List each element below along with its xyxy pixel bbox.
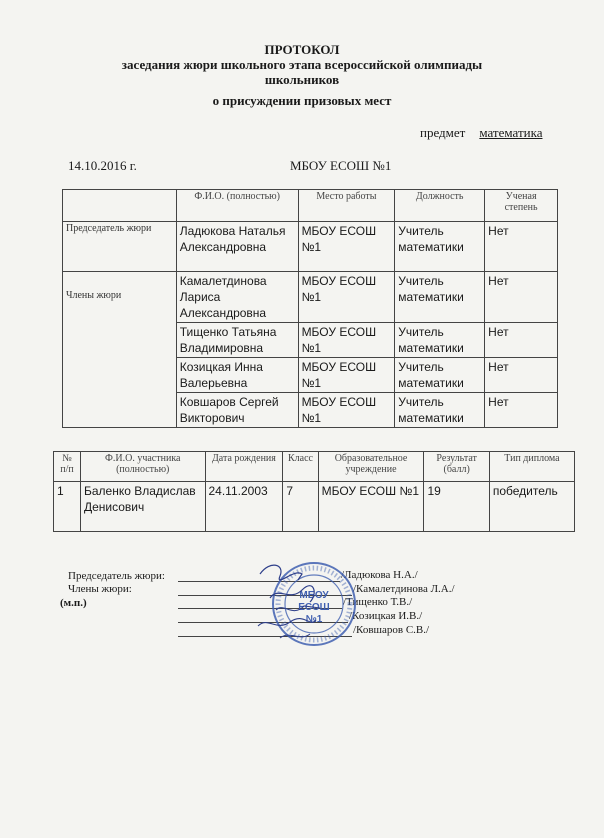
participant-school: МБОУ ЕСОШ №1 — [318, 482, 424, 532]
members-label: Члены жюри: — [68, 583, 132, 595]
signature-name-member: /Козицкая И.В./ — [349, 610, 423, 622]
subject-line — [420, 125, 542, 141]
mp-mark: (м.п.) — [60, 597, 87, 609]
chair-label: Председатель жюри: — [68, 570, 165, 582]
jury-name: Ковшаров Сергей Викторович — [176, 393, 298, 428]
jury-role: Члены жюри — [63, 272, 177, 428]
participant-diploma: победитель — [489, 482, 574, 532]
title-line-2: школьников — [264, 72, 340, 87]
participants-header-diploma: Тип диплома — [489, 452, 574, 482]
jury-header-role — [63, 190, 177, 222]
jury-degree: Нет — [485, 358, 558, 393]
participant-class: 7 — [283, 482, 318, 532]
jury-table — [62, 189, 558, 428]
svg-text:№1: №1 — [305, 614, 323, 625]
participants-header-class: Класс — [283, 452, 318, 482]
signature-name-member: /Тищенко Т.В./ — [343, 596, 413, 608]
jury-position: Учитель математики — [395, 358, 485, 393]
jury-work: МБОУ ЕСОШ №1 — [298, 358, 395, 393]
participants-header-name: Ф.И.О. участника (полностью) — [80, 452, 205, 482]
school-name: МБОУ ЕСОШ №1 — [290, 158, 392, 173]
title-line-3: о присуждении призовых мест — [212, 93, 392, 108]
jury-position: Учитель математики — [395, 272, 485, 323]
jury-position: Учитель математики — [395, 393, 485, 428]
participant-num: 1 — [54, 482, 81, 532]
subject-label: предмет — [420, 125, 466, 140]
svg-text:ЕСОШ: ЕСОШ — [298, 602, 330, 613]
handwritten-signatures — [240, 550, 360, 650]
participants-header-num: № п/п — [54, 452, 81, 482]
subject-value: математика — [479, 125, 543, 140]
jury-row — [63, 272, 558, 323]
participants-header-birth: Дата рождения — [205, 452, 283, 482]
participant-name: Баленко Владислав Денисович — [80, 482, 205, 532]
jury-work: МБОУ ЕСОШ №1 — [298, 393, 395, 428]
jury-degree: Нет — [485, 323, 558, 358]
participants-header-school: Образовательное учреждение — [318, 452, 424, 482]
jury-work: МБОУ ЕСОШ №1 — [298, 272, 395, 323]
participant-score: 19 — [424, 482, 489, 532]
signature-name-member: /Ковшаров С.В./ — [353, 624, 430, 636]
jury-degree: Нет — [485, 272, 558, 323]
jury-role: Председатель жюри — [63, 222, 177, 272]
jury-row — [63, 222, 558, 272]
signature-name-chair: /Ладюкова Н.А./ — [341, 569, 418, 581]
jury-name: Камалетдинова Лариса Александровна — [176, 272, 298, 323]
jury-header-row — [63, 190, 558, 222]
jury-header-position: Должность — [395, 190, 485, 222]
participant-row — [54, 482, 575, 532]
svg-text:МБОУ: МБОУ — [299, 590, 329, 601]
jury-position: Учитель математики — [395, 222, 485, 272]
participants-header-score: Результат (балл) — [424, 452, 489, 482]
participants-table — [53, 451, 575, 532]
protocol-title: ПРОТОКОЛ — [264, 42, 340, 57]
jury-work: МБОУ ЕСОШ №1 — [298, 323, 395, 358]
participant-birth: 24.11.2003 — [205, 482, 283, 532]
jury-header-degree: Ученая степень — [485, 190, 558, 222]
participants-header-row — [54, 452, 575, 482]
signature-name-member: /Камалетдинова Л.А./ — [353, 583, 455, 595]
title-line-1: заседания жюри школьного этапа всероссийской олимпиады — [121, 57, 483, 72]
jury-name: Ладюкова Наталья Александровна — [176, 222, 298, 272]
jury-header-work: Место работы — [298, 190, 395, 222]
jury-degree: Нет — [485, 393, 558, 428]
jury-name: Козицкая Инна Валерьевна — [176, 358, 298, 393]
jury-header-name: Ф.И.О. (полностью) — [176, 190, 298, 222]
jury-position: Учитель математики — [395, 323, 485, 358]
jury-name: Тищенко Татьяна Владимировна — [176, 323, 298, 358]
jury-work: МБОУ ЕСОШ №1 — [298, 222, 395, 272]
jury-degree: Нет — [485, 222, 558, 272]
protocol-date: 14.10.2016 г. — [68, 158, 137, 173]
